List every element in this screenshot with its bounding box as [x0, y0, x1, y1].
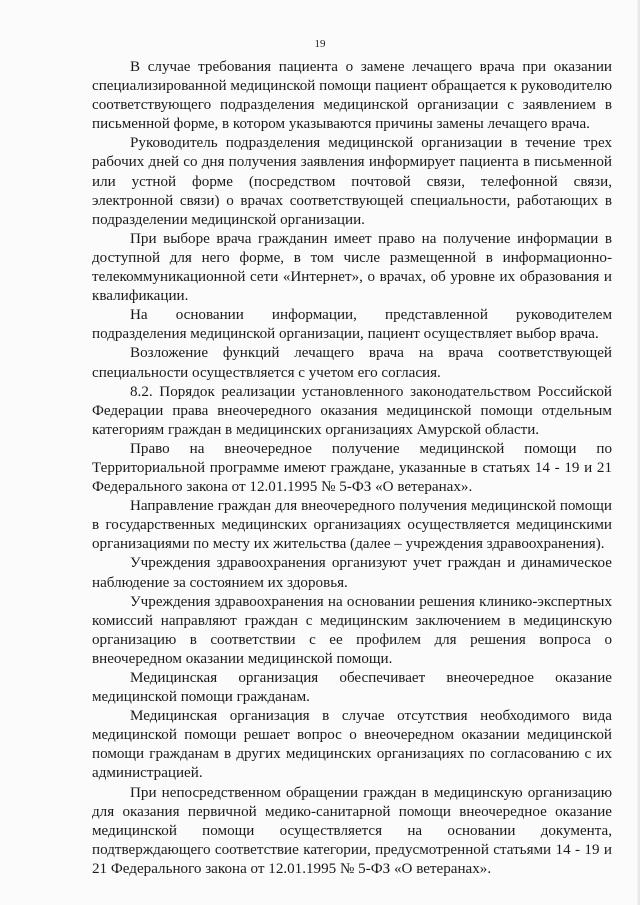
page-number: 19 [314, 38, 326, 50]
paragraph: В случае требования пациента о замене лечащего врача при оказании специализированной медицинской помощи пациент обращается к руководителю соответствующего подразделения медицинской организации с заявлением в письменной форме, в котором указываются причины замены лечащего врача. [92, 59, 612, 133]
paragraph: На основании информации, представленной руководителем подразделения медицинской организации, пациент осуществляет выбор врача. [92, 307, 612, 343]
section-heading-paragraph: 8.2. Порядок реализации установленного законодательством Российской Федерации права внеочередного оказания медицинской помощи отдельным категориям граждан в медицинских организациях Амурской области. [92, 383, 612, 438]
paragraph: При непосредственном обращении граждан в медицинскую организацию для оказания первичной медико-санитарной помощи внеочередное оказание медицинской помощи осуществляется на основании документа, подтверждающего соответствие категории, предусмотренной статьями 14 - 19 и 21 Федерального закона от 12.01.1995 № 5-ФЗ «О ветеранах». [92, 784, 612, 877]
paragraph: При выборе врача гражданин имеет право на получение информации в доступной для него форме, в том числе размещенной в информационно-телекоммуникационной сети «Интернет», о врачах, об уровне их образования и квалификации. [92, 230, 612, 305]
paragraph: Возложение функций лечащего врача на врача соответствующей специальности осуществляется с учетом его согласия. [92, 345, 612, 381]
paragraph: Право на внеочередное получение медицинской помощи по Территориальной программе имеют граждане, указанные в статьях 14 - 19 и 21 Федерального закона от 12.01.1995 № 5-ФЗ «О ветеранах». [92, 440, 612, 496]
document-body [92, 58, 612, 879]
paragraph: Учреждения здравоохранения организуют учет граждан и динамическое наблюдение за состоянием их здоровья. [92, 555, 612, 591]
paragraph: Медицинская организация в случае отсутствия необходимого вида медицинской помощи решает вопрос о внеочередном оказании медицинской помощи гражданам в других медицинских организациях по согласованию с их администрацией. [92, 708, 612, 782]
paragraph: Учреждения здравоохранения на основании решения клинико-экспертных комиссий направляют граждан с медицинским заключением в медицинскую организацию в соответствии с ее профилем для решения вопроса о внеочередном оказании медицинской помощи. [92, 593, 612, 667]
paragraph: Направление граждан для внеочередного получения медицинской помощи в государственных медицинских организациях осуществляется медицинскими организациями по месту их жительства (далее – учреждения здравоохранения). [92, 498, 612, 553]
paragraph: Руководитель подразделения медицинской организации в течение трех рабочих дней со дня получения заявления информирует пациента в письменной или устной форме (посредством почтовой связи, телефонной связи, электронной связи) о врачах соответствующей специальности, работающих в подразделении медицинской организации. [92, 135, 612, 228]
paragraph: Медицинская организация обеспечивает внеочередное оказание медицинской помощи гражданам. [92, 670, 612, 706]
